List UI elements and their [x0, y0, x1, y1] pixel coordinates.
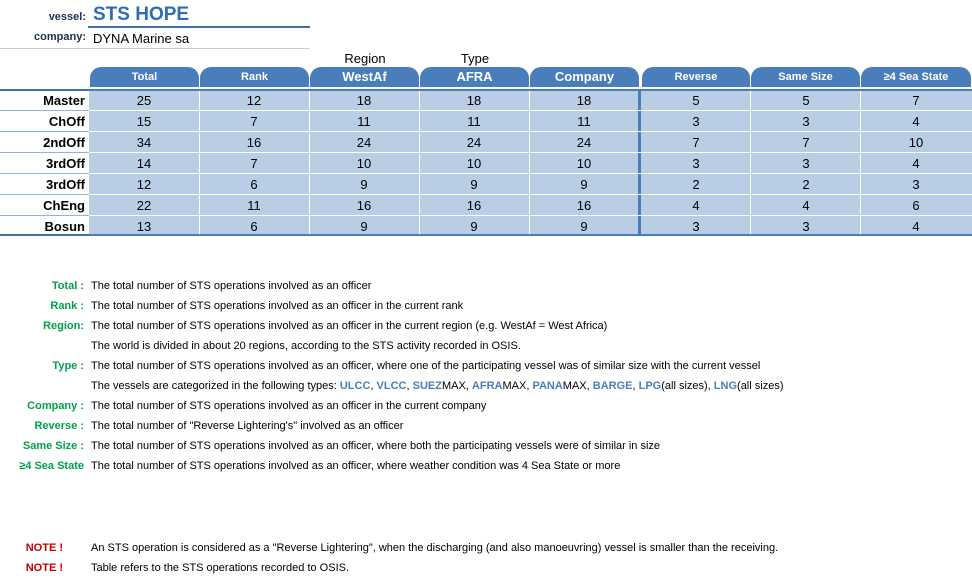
legend-label-rank: Rank :: [50, 300, 84, 312]
table-cell: 11: [357, 114, 371, 129]
table-cell: 15: [136, 114, 152, 129]
grid-row-separator: [89, 173, 972, 174]
col-header-company: Company: [530, 67, 639, 87]
row-label-border: [0, 215, 89, 216]
table-cell: 24: [356, 135, 372, 150]
table-cell: 9: [470, 177, 478, 192]
type-lpg-rest: (all sizes),: [661, 380, 714, 392]
legend-label-same-size: Same Size :: [22, 440, 84, 452]
type-separator: ,: [632, 380, 639, 392]
col-header-sea-state: ≥4 Sea State: [861, 67, 971, 87]
row-label-master: Master: [43, 93, 85, 108]
table-cell: 3: [802, 114, 810, 129]
grid-row-separator: [89, 194, 972, 195]
table-cell: 25: [136, 93, 152, 108]
table-cell: 10: [908, 135, 924, 150]
col-header-reverse: Reverse: [642, 67, 750, 87]
table-cell: 9: [580, 177, 588, 192]
type-separator: ,: [406, 380, 413, 392]
table-cell: 10: [466, 156, 482, 171]
type-lng: LNG: [713, 380, 738, 392]
table-cell: 2: [802, 177, 810, 192]
legend-label-company: Company :: [27, 400, 84, 412]
table-cell: 18: [356, 93, 372, 108]
table-cell: 7: [912, 93, 920, 108]
row-label-border: [0, 194, 89, 195]
type-vlcc: VLCC: [376, 380, 407, 392]
row-label-cheng: ChEng: [43, 198, 85, 213]
table-cell: 11: [247, 198, 261, 213]
type-suezmax-rest: MAX,: [441, 380, 472, 392]
note-text-osis: Table refers to the STS operations recorded to OSIS.: [91, 562, 350, 574]
table-cell: 3: [692, 219, 700, 234]
company-label: company:: [34, 31, 86, 43]
table-cell: 16: [356, 198, 372, 213]
type-lng-rest: (all sizes): [737, 380, 784, 392]
region-super-header: Region: [344, 51, 386, 66]
col-header-type: AFRA: [420, 67, 529, 87]
table-cell: 4: [802, 198, 810, 213]
col-header-rank: Rank: [200, 67, 309, 87]
table-cell: 24: [466, 135, 482, 150]
table-cell: 4: [912, 114, 920, 129]
col-header-same-size: Same Size: [751, 67, 860, 87]
legend-label-total: Total :: [51, 280, 84, 292]
table-cell: 10: [576, 156, 592, 171]
row-label-border: [0, 234, 89, 236]
table-cell: 6: [912, 198, 920, 213]
legend-label-sea-state: ≥4 Sea State: [19, 460, 84, 472]
type-panamax-rest: MAX,: [562, 380, 593, 392]
table-cell: 11: [467, 114, 481, 129]
table-cell: 10: [356, 156, 372, 171]
table-cell: 3: [912, 177, 920, 192]
company-name: DYNA Marine sa: [93, 31, 190, 46]
row-label-bosun: Bosun: [44, 219, 85, 234]
legend-text-region: The total number of STS operations involved as an officer in the current region (e.g. WestAf = West Africa): [91, 320, 608, 332]
legend-text-total: The total number of STS operations involved as an officer: [91, 280, 372, 292]
type-suez: SUEZ: [412, 380, 442, 392]
type-afra: AFRA: [471, 380, 503, 392]
table-cell: 3: [802, 156, 810, 171]
table-cell: 13: [136, 219, 152, 234]
table-cell: 5: [802, 93, 810, 108]
table-cell: 3: [692, 114, 700, 129]
table-cell: 4: [692, 198, 700, 213]
table-cell: 2: [692, 177, 700, 192]
table-cell: 24: [576, 135, 592, 150]
legend-label-type: Type :: [52, 360, 84, 372]
type-lpg: LPG: [638, 380, 662, 392]
row-label-border: [0, 89, 89, 91]
table-cell: 4: [912, 219, 920, 234]
type-barge: BARGE: [592, 380, 633, 392]
grid-row-separator: [89, 152, 972, 153]
table-cell: 16: [576, 198, 592, 213]
table-cell: 7: [692, 135, 700, 150]
type-separator: ,: [370, 380, 377, 392]
legend-text-reverse: The total number of "Reverse Lightering's" involved as an officer: [91, 420, 404, 432]
table-cell: 6: [250, 177, 258, 192]
table-cell: 34: [136, 135, 152, 150]
table-cell: 6: [250, 219, 258, 234]
legend-label-region: Region:: [43, 320, 84, 332]
table-cell: 3: [802, 219, 810, 234]
table-cell: 12: [246, 93, 262, 108]
table-cell: 12: [136, 177, 152, 192]
legend-text-company: The total number of STS operations involved as an officer in the current company: [91, 400, 487, 412]
row-label-border: [0, 173, 89, 174]
grid-row-separator: [89, 131, 972, 132]
legend-text-rank: The total number of STS operations involved as an officer in the current rank: [91, 300, 464, 312]
row-label-border: [0, 152, 89, 153]
row-label-choff: ChOff: [48, 114, 85, 129]
row-label-3rdoff: 3rdOff: [46, 156, 85, 171]
table-cell: 11: [577, 114, 591, 129]
row-label-border: [0, 110, 89, 111]
table-cell: 5: [692, 93, 700, 108]
vessel-label: vessel:: [48, 11, 86, 23]
company-underline: [0, 48, 310, 49]
table-cell: 7: [250, 156, 258, 171]
table-cell: 7: [802, 135, 810, 150]
table-cell: 3: [692, 156, 700, 171]
table-cell: 18: [576, 93, 592, 108]
table-cell: 16: [466, 198, 482, 213]
row-label-border: [0, 131, 89, 132]
vessel-underline: [88, 26, 310, 28]
note-label: NOTE !: [25, 542, 63, 554]
legend-label-reverse: Reverse :: [34, 420, 84, 432]
table-cell: 4: [912, 156, 920, 171]
row-label-2ndoff: 2ndOff: [43, 135, 85, 150]
note-text-reverse-lightering: An STS operation is considered as a "Reverse Lightering", when the discharging (and also manoeuvring) vessel is smaller than the receiving.: [91, 542, 779, 554]
legend-text-sea-state: The total number of STS operations involved as an officer, where weather condition was 4 Sea State or more: [91, 460, 621, 472]
type-super-header: Type: [460, 51, 490, 66]
legend-text-same-size: The total number of STS operations involved as an officer, where both the participating vessels were of similar in size: [91, 440, 661, 452]
col-header-region: WestAf: [310, 67, 419, 87]
type-pana: PANA: [532, 380, 563, 392]
grid-row-separator: [89, 215, 972, 216]
table-cell: 9: [360, 219, 368, 234]
vessel-name: STS HOPE: [93, 4, 190, 25]
table-cell: 9: [580, 219, 588, 234]
table-cell: 9: [470, 219, 478, 234]
legend-text-type-categories: [91, 380, 783, 392]
table-cell: 9: [360, 177, 368, 192]
type-aframax-rest: MAX,: [502, 380, 533, 392]
table-cell: 18: [466, 93, 482, 108]
note-label: NOTE !: [25, 562, 63, 574]
table-cell: 22: [136, 198, 152, 213]
table-cell: 7: [250, 114, 258, 129]
grid-row-separator: [89, 110, 972, 111]
row-label-3rdoff-2: 3rdOff: [46, 177, 85, 192]
type-categories-prefix: The vessels are categorized in the following types:: [91, 380, 340, 392]
legend-text-region-2: The world is divided in about 20 regions, according to the STS activity recorded in OSIS.: [91, 340, 521, 352]
table-cell: 14: [136, 156, 152, 171]
legend-text-type: The total number of STS operations involved as an officer, where one of the participating vessel was of similar size with the current vessel: [91, 360, 761, 372]
type-ulcc: ULCC: [339, 380, 371, 392]
col-header-total: Total: [90, 67, 199, 87]
table-cell: 16: [246, 135, 262, 150]
